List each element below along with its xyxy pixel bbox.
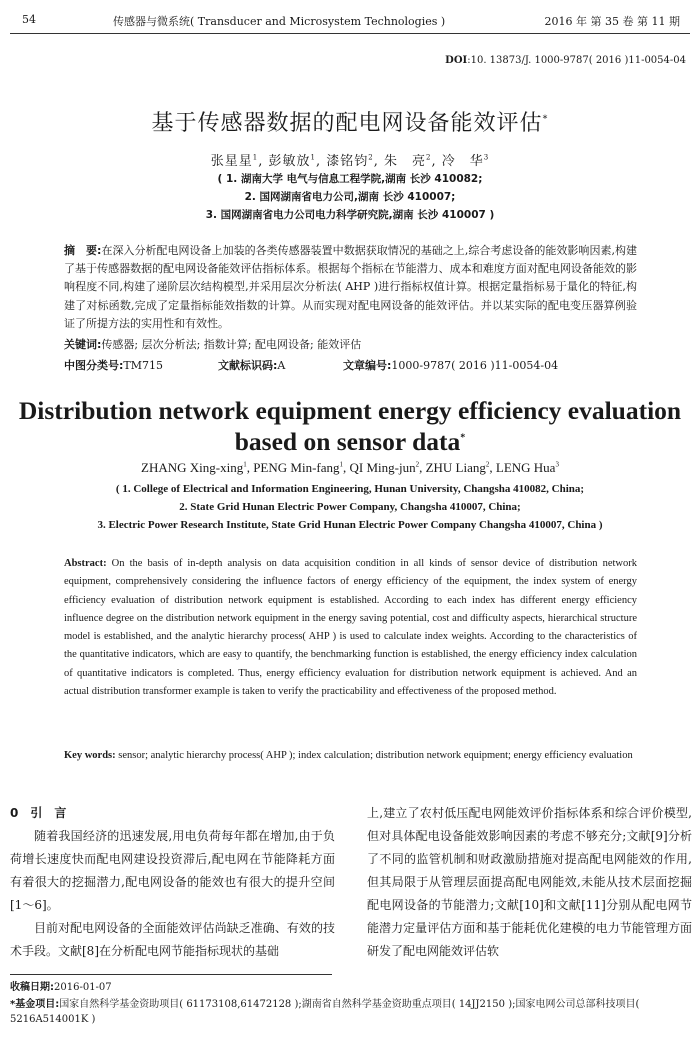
clc-number <box>64 357 163 373</box>
chinese-affiliation: ( 1. 湖南大学 电气与信息工程学院,湖南 长沙 410082; <box>217 173 483 185</box>
received-value: 2016-01-07 <box>54 982 112 993</box>
english-affiliation: 2. State Grid Hunan Electric Power Company, Changsha 410007, China; <box>179 501 521 513</box>
english-abstract-text: On the basis of in-depth analysis on data acquisition condition in all kinds of sensor device of distribution network equipment, comprehensively considering the influence factors of energy efficiency of the equipment, the index system of energy efficiency evaluation of distribution network equipment is established. According to each index has different energy efficiency influence degree on the distribution network equipment in the energy saving potential, cost and difficulty aspects, hierarchical structure model is established, and the analytic hierarchy process( AHP ) is used to calculate index weights. According to the characteristics of the quantitative indicators, which are easy to quantify, the benchmarking function is established, the energy efficiency index calculation of quantitative indicators is completed. Thus, energy efficiency evaluation for distribution network equipment is achieved. And an actual distribution transformer example is taken to verify the practicability and effectiveness of the proposed method. <box>64 558 638 698</box>
doi-value: :10. 13873/J. 1000-9787( 2016 )11-0054-04 <box>467 55 686 66</box>
section-heading: 0 引 言 <box>10 806 67 820</box>
english-title-line2 <box>0 427 700 457</box>
author-affiliation-mark: 2 <box>368 153 374 162</box>
article-number <box>343 357 558 373</box>
chinese-title-text: 基于传感器数据的配电网设备能效评估 <box>151 111 543 136</box>
chinese-abstract <box>64 242 637 333</box>
chinese-keywords <box>64 336 361 352</box>
fund-text: 国家自然科学基金资助项目( 61173108,61472128 );湖南省自然科学基金资助重点项目( 14JJ2150 );国家电网公司总部科技项目( 5216A514001K ) <box>10 999 640 1025</box>
author-name: PENG Min-fang <box>253 460 340 475</box>
doi-label: DOI <box>445 55 468 66</box>
chinese-affiliation: 2. 国网湖南省电力公司,湖南 长沙 410007; <box>244 191 456 203</box>
fund-note <box>10 997 690 1027</box>
author-name: ZHANG Xing-xing <box>141 460 244 475</box>
author-affiliation-mark: 1 <box>243 460 247 469</box>
chinese-affiliation: 3. 国网湖南省电力公司电力科学研究院,湖南 长沙 410007 ) <box>205 209 495 221</box>
chinese-abstract-text: 在深入分析配电网设备上加装的各类传感器装置中数据获取情况的基础之上,综合考虑设备的能效影响因素,构建了基于传感器数据的配电网设备能效评估指标体系。根据每个指标在节能潜力、成本和难度方面对配电网设备能效的影响程度不同,构建了递阶层次结构模型,并采用层次分析法( AHP )进行指标权值计算。根据定量指标易于量化的特征,构建了对标函数,完成了定量指标能效指数的计算。从而实现对配电网设备的能效评估。并以某实际的配电变压器算例验证了所提方法的实用性和有效性。 <box>64 244 637 330</box>
english-keywords-label: Key words: <box>64 750 116 761</box>
author-affiliation-mark: 1 <box>339 460 343 469</box>
article-number-value: 1000-9787( 2016 )11-0054-04 <box>391 359 559 372</box>
chinese-keywords-label: 关键词: <box>64 338 102 351</box>
document-code <box>218 357 285 373</box>
issue-info: 2016 年 第 35 卷 第 11 期 <box>544 15 680 28</box>
english-keywords-text: sensor; analytic hierarchy process( AHP ); index calculation; distribution network equipment; energy efficiency evaluation <box>118 750 633 761</box>
author-affiliation-mark: 3 <box>555 460 559 469</box>
english-affiliation: 3. Electric Power Research Institute, State Grid Hunan Electric Power Company Changsha 410007, China ) <box>97 519 603 531</box>
author-name: 漆铭钧 <box>326 154 369 169</box>
author-name: LENG Hua <box>495 460 556 475</box>
author-affiliation-mark: 2 <box>426 153 432 162</box>
chinese-abstract-label: 摘 要: <box>64 244 102 257</box>
author-affiliation-mark: 1 <box>252 153 259 162</box>
author-name: 冷 华 <box>441 154 484 169</box>
document-code-label: 文献标识码: <box>218 359 278 372</box>
page-number: 54 <box>22 13 36 26</box>
received-date <box>10 980 690 995</box>
clc-label: 中图分类号: <box>64 359 124 372</box>
journal-name: 传感器与微系统( Transducer and Microsystem Technologies ) <box>113 15 446 28</box>
header-rule <box>10 33 690 34</box>
body-right-column <box>367 802 692 963</box>
author-affiliation-mark: 2 <box>485 460 490 469</box>
footnote-rule <box>10 974 332 975</box>
title-footnote-mark: * <box>460 432 466 444</box>
author-affiliation-mark: 3 <box>483 153 490 162</box>
chinese-title <box>0 106 700 137</box>
english-keywords <box>64 747 637 765</box>
clc-value: TM715 <box>123 359 164 372</box>
author-name: 张星星 <box>210 154 253 169</box>
article-number-label: 文章编号: <box>343 359 392 372</box>
received-label: 收稿日期: <box>10 982 54 993</box>
body-paragraph: 上,建立了农村低压配电网能效评价指标体系和综合评价模型,但对具体配电设备能效影响因素的考虑不够充分;文献[9]分析了不同的监管机制和财政激励措施对提高配电网能效的作用,但其局限于从管理层面提高配电网能效,未能从技术层面挖掘配电网设备的节能潜力;文献[10]和文献[11]分别从配电网节能潜力定量评估方面和基于能耗优化建模的电力节能管理方面研发了配电网能效评估软 <box>367 806 692 958</box>
fund-label: *基金项目: <box>10 999 60 1010</box>
english-title-line1: Distribution network equipment energy efficiency evaluation <box>18 396 682 425</box>
body-left-column <box>10 802 335 963</box>
english-title-line2-text: based on sensor data <box>234 427 461 456</box>
doi <box>445 55 686 66</box>
author-name: ZHU Liang <box>425 460 486 475</box>
document-code-value: A <box>277 359 286 372</box>
author-affiliation-mark: 1 <box>310 153 316 162</box>
chinese-keywords-text: 传感器; 层次分析法; 指数计算; 配电网设备; 能效评估 <box>101 338 362 351</box>
english-abstract-label: Abstract: <box>64 558 107 569</box>
english-abstract <box>64 555 637 701</box>
body-paragraph: 目前对配电网设备的全面能效评估尚缺乏准确、有效的技术手段。文献[8]在分析配电网节能指标现状的基础 <box>10 921 335 958</box>
chinese-authors: 张星星$^1$, 彭敏放$^1$, 漆铭钧$^2$, 朱 亮$^2$, 冷 华$^3$ <box>210 153 490 169</box>
english-authors: ZHANG Xing-xing$^1$, PENG Min-fang$^1$, QI Ming-jun$^2$, ZHU Liang$^2$, LENG Hua$^3$ <box>141 460 559 475</box>
body-paragraph: 随着我国经济的迅速发展,用电负荷每年都在增加,由于负荷增长速度快而配电网建设投资滞后,配电网在节能降耗方面有着很大的挖掘潜力,配电网设备的能效也有很大的提升空间[1～6]。 <box>10 829 335 912</box>
english-affiliation: ( 1. College of Electrical and Information Engineering, Hunan University, Changsha 410082, China; <box>115 483 585 495</box>
author-affiliation-mark: 2 <box>415 460 420 469</box>
author-name: QI Ming-jun <box>349 460 416 475</box>
author-name: 彭敏放 <box>268 154 311 169</box>
author-name: 朱 亮 <box>384 154 427 169</box>
title-footnote-mark: * <box>542 113 549 125</box>
